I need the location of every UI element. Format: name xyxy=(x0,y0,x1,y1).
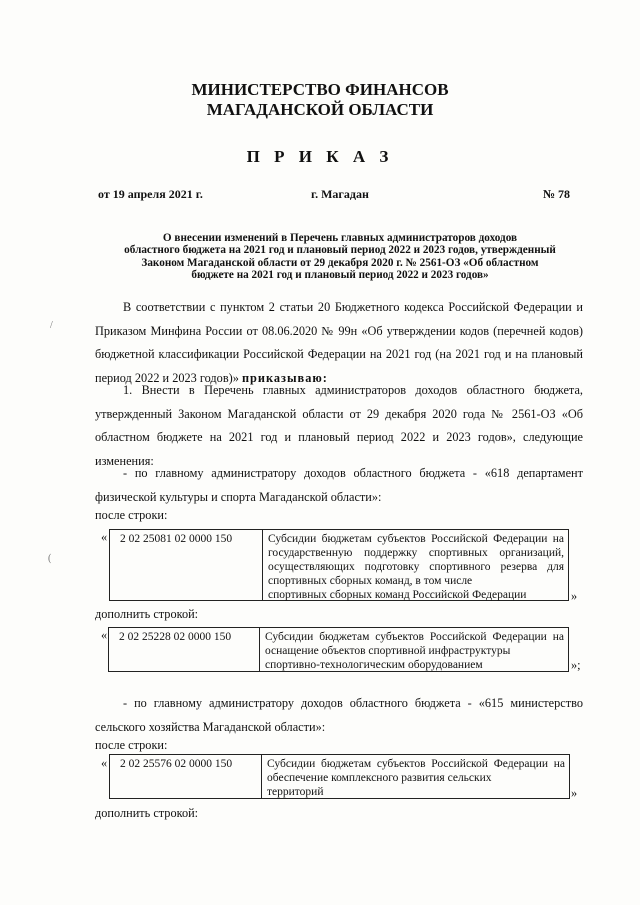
budget-row-25081 xyxy=(109,529,569,601)
open-quote-1: « xyxy=(101,530,108,544)
order-city: г. Магадан xyxy=(311,187,369,201)
admin-615-paragraph: - по главному администратору доходов областного бюджета - «615 министерство сельского хозяйства Магаданской области»: xyxy=(95,696,583,734)
row-code-25228: 2 02 25228 02 0000 150 xyxy=(109,628,260,671)
document-title: П Р И К А З xyxy=(246,147,394,166)
close-quote-1: » xyxy=(571,589,578,603)
scan-speck: / xyxy=(50,320,53,331)
order-date: от 19 апреля 2021 г. xyxy=(98,187,203,201)
after-row-label-1: после строки: xyxy=(95,508,168,522)
row-code-25081: 2 02 25081 02 0000 150 xyxy=(110,530,263,600)
budget-row-25576 xyxy=(109,754,570,799)
row-text-25228-main: Субсидии бюджетам субъектов Российской Федерации на оснащение объектов спортивной инфраструктуры xyxy=(265,631,564,657)
row-code-25576: 2 02 25576 02 0000 150 xyxy=(110,755,262,798)
open-quote-3: « xyxy=(101,756,108,770)
row-text-25228-last: спортивно-технологическим оборудованием xyxy=(265,659,483,671)
order-number: № 78 xyxy=(543,187,571,201)
row-text-25228 xyxy=(260,628,568,671)
row-text-25081 xyxy=(263,530,568,600)
subject-line-3: Законом Магаданской области от 29 декабря 2020 г. № 2561-ОЗ «Об областном xyxy=(141,256,539,269)
order-word: приказываю: xyxy=(241,370,328,385)
row-text-25081-last: спортивных сборных команд Российской Федерации xyxy=(268,589,527,601)
preamble-paragraph xyxy=(95,296,583,390)
order-subject xyxy=(95,232,585,282)
subject-line-4: бюджете на 2021 год и плановый период 2022 и 2023 годов» xyxy=(191,269,489,282)
subject-line-1: О внесении изменений в Перечень главных администраторов доходов xyxy=(162,232,518,244)
close-quote-3: » xyxy=(571,786,578,800)
budget-row-25228 xyxy=(108,627,569,672)
open-quote-2: « xyxy=(101,628,108,642)
close-quote-semicolon: »; xyxy=(571,658,581,672)
item-1-paragraph: 1. Внести в Перечень главных администраторов доходов областного бюджета, утвержденный Законом Магаданской области от 29 декабря 2020 года № 2561-ОЗ «Об областном бюджете на 2021 год и плановый период 2022 и 2023 годов», следующие изменения: xyxy=(95,383,583,468)
row-text-25081-main: Субсидии бюджетам субъектов Российской Федерации на государственную поддержку спортивных организаций, осуществляющих подготовку спортивного резерва для спортивных сборных команд, в том числе xyxy=(268,533,564,587)
row-text-25576-last: территорий xyxy=(267,786,324,798)
subject-line-2: областного бюджета на 2021 год и плановый период 2022 и 2023 годов, утвержденный xyxy=(124,244,556,257)
add-row-label-2: дополнить строкой: xyxy=(95,806,199,820)
add-row-label-1: дополнить строкой: xyxy=(95,607,199,621)
preamble-text: В соответствии с пунктом 2 статьи 20 Бюджетного кодекса Российской Федерации и Приказом Минфина России от 08.06.2020 № 99н «Об утверждении кодов (перечней кодов) бюджетной классификации Российской Федерации на 2021 год (на 2021 год и на плановый период 2022 и 2023 годов)» xyxy=(95,300,583,385)
ministry-name-line1: МИНИСТЕРСТВО ФИНАНСОВ xyxy=(191,80,449,99)
row-text-25576-main: Субсидии бюджетам субъектов Российской Федерации на обеспечение комплексного развития сельских xyxy=(267,758,565,784)
ministry-name-line2: МАГАДАНСКОЙ ОБЛАСТИ xyxy=(206,100,434,119)
scan-speck: ( xyxy=(48,553,52,564)
row-text-25576 xyxy=(262,755,569,798)
admin-618-paragraph: - по главному администратору доходов областного бюджета - «618 департамент физической культуры и спорта Магаданской области»: xyxy=(95,466,583,504)
after-row-label-2: после строки: xyxy=(95,738,168,752)
